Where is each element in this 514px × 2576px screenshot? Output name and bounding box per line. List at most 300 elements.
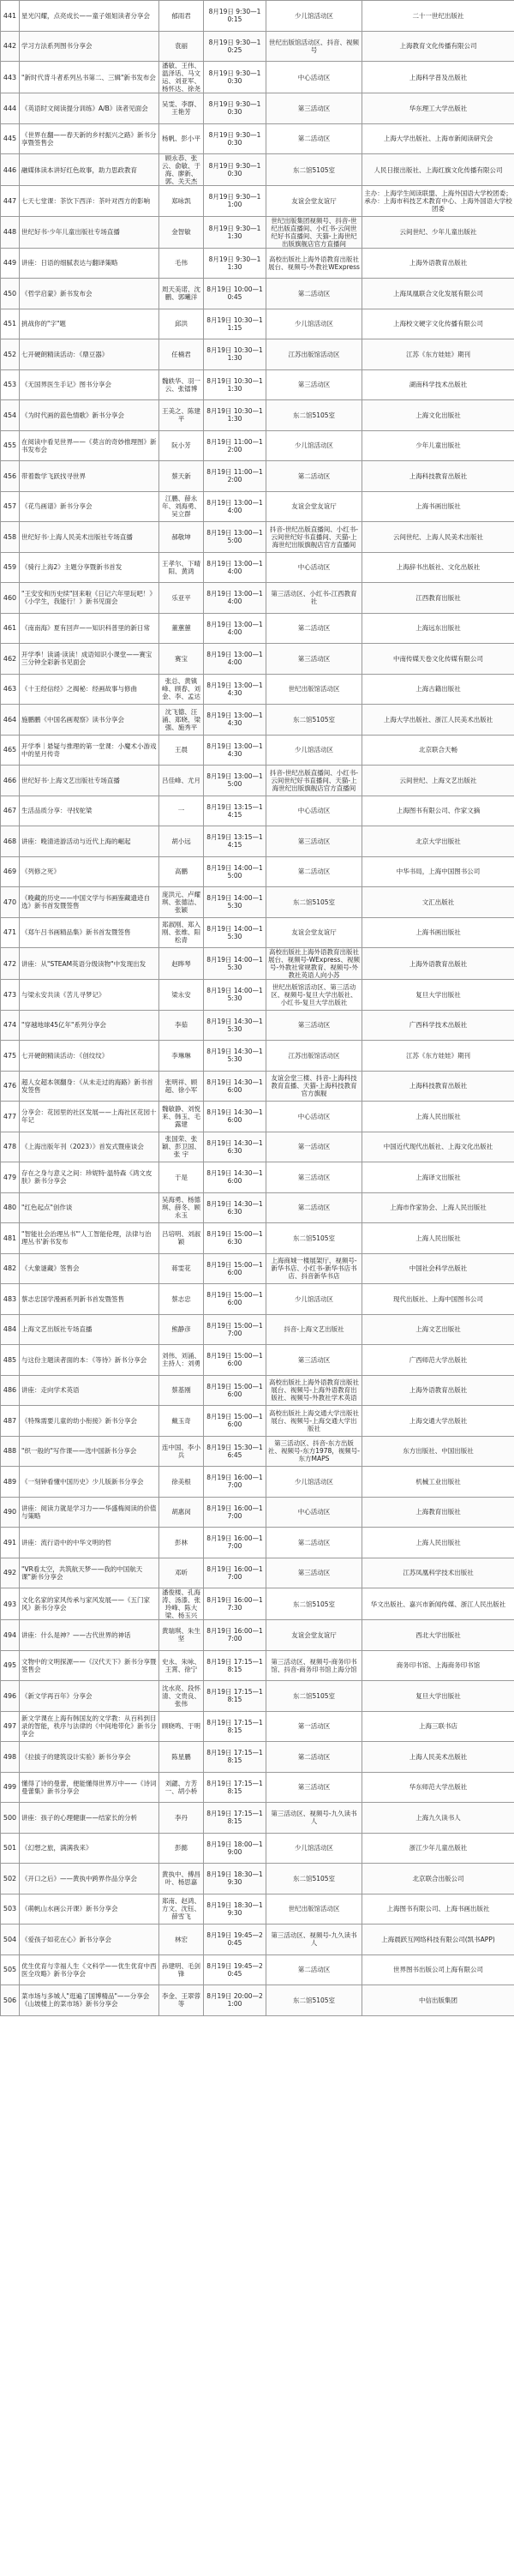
row-number: 453	[1, 369, 20, 400]
event-time: 8月19日 18:30—19:30	[204, 1864, 266, 1894]
table-row	[1, 31, 514, 62]
event-time: 8月19日 13:00—14:30	[204, 735, 266, 766]
event-venue: 东二馆5105室	[266, 1864, 362, 1894]
event-organizer: 上海外语教育出版社	[362, 1375, 514, 1406]
event-title: 《新文学再百年》分享会	[20, 1681, 159, 1712]
event-guests: 史永、朱咏、王霄、徐宁	[159, 1650, 204, 1681]
event-title: 分享会：花园里的社区发展——上海社区花园十年记	[20, 1102, 159, 1132]
event-organizer: 商务印书馆、上海商务印书馆	[362, 1650, 514, 1681]
table-row	[1, 1071, 514, 1102]
table-row	[1, 1223, 514, 1254]
event-title: "红色起点"创作谈	[20, 1192, 159, 1223]
event-venue: 第一活动区	[266, 1711, 362, 1742]
event-guests: 张国荣、张颖、彭卫国、张 宇	[159, 1132, 204, 1162]
row-number: 469	[1, 856, 20, 887]
event-organizer: 上海远东出版社	[362, 613, 514, 644]
event-time: 8月19日 13:00—14:00	[204, 613, 266, 644]
event-time: 8月19日 16:00—17:00	[204, 1558, 266, 1588]
event-guests: 潘俊楼、孔海涛、汤漆、张玲峰、陈大梁、杨玉兴	[159, 1588, 204, 1620]
event-guests: 陈星鹏	[159, 1742, 204, 1773]
table-row	[1, 796, 514, 826]
event-time: 8月19日 20:00—21:00	[204, 1985, 266, 2016]
event-time: 8月19日 16:00—17:00	[204, 1467, 266, 1498]
event-title: 《花鸟画谱》新书分享会	[20, 491, 159, 522]
table-row	[1, 1894, 514, 1924]
event-time: 8月19日 9:30—10:25	[204, 31, 266, 62]
event-title: 《英语时文阅读提分训练》A/B》读者见面会	[20, 93, 159, 124]
row-number: 484	[1, 1314, 20, 1345]
event-organizer: 浙江少年儿童出版社	[362, 1833, 514, 1864]
event-venue: 第三活动区、视频号-九久读书人	[266, 1924, 362, 1955]
event-organizer: 上海科技教育出版社	[362, 1071, 514, 1102]
table-row	[1, 1650, 514, 1681]
row-number: 500	[1, 1803, 20, 1834]
row-number: 497	[1, 1711, 20, 1742]
event-time: 8月19日 9:30—10:30	[204, 123, 266, 154]
table-row	[1, 1041, 514, 1072]
table-row	[1, 766, 514, 796]
table-row	[1, 1681, 514, 1712]
event-guests: 孙建明、毛剑锋	[159, 1955, 204, 1985]
event-title: 施鹏鹏《中国名画观察》读书分享会	[20, 705, 159, 736]
event-venue: 第三活动区	[266, 1772, 362, 1803]
event-guests: 吕佳峰、尤月	[159, 766, 204, 796]
table-row	[1, 123, 514, 154]
table-row	[1, 1497, 514, 1528]
row-number: 451	[1, 309, 20, 339]
event-time: 8月19日 16:00—17:00	[204, 1528, 266, 1558]
event-venue: 第三活动区	[266, 93, 362, 124]
table-row	[1, 430, 514, 461]
table-row	[1, 279, 514, 309]
event-organizer: 湖南科学技术出版社	[362, 369, 514, 400]
event-organizer: 北京联合天畅	[362, 735, 514, 766]
event-guests: 毛伟	[159, 248, 204, 279]
event-organizer: 西北大学出版社	[362, 1620, 514, 1651]
event-guests: 周天美诺、沈鹏、郭曦洋	[159, 279, 204, 309]
row-number: 446	[1, 154, 20, 186]
event-title: 《一刻钟看懂中国历史》少儿版新书分享会	[20, 1467, 159, 1498]
event-title: 在阅读中看见世界——《莫言的奇妙推理图》新书发布会	[20, 430, 159, 461]
row-number: 470	[1, 887, 20, 918]
event-title: 七开硬朗精读活动：《鼎豆器》	[20, 339, 159, 370]
table-row	[1, 1, 514, 32]
event-venue: 友谊会堂三楼、抖音-上海科技教育直播、天猫-上海科技教育官方旗舰	[266, 1071, 362, 1102]
event-venue: 第三活动区	[266, 1162, 362, 1193]
event-time: 8月19日 17:15—18:15	[204, 1681, 266, 1712]
row-number: 486	[1, 1375, 20, 1406]
event-venue: 高校出版社上海外语教育出版社展台、视频号-上海外语教育出版社、视频号-外教社学术英语	[266, 1375, 362, 1406]
row-number: 483	[1, 1284, 20, 1315]
table-row	[1, 186, 514, 217]
event-title: 《萌帆山水画公开课》新书分享会	[20, 1894, 159, 1924]
row-number: 477	[1, 1102, 20, 1132]
event-venue: 中心活动区	[266, 796, 362, 826]
row-number: 487	[1, 1406, 20, 1437]
event-venue: 高校出版社上海外语教育出版社展台、视频号-WExpress、视频号-外教社常规教育、视频号-外教社英语人向小苏	[266, 948, 362, 980]
event-title: 与这份主题读者面的本：《等待》新书分享会	[20, 1345, 159, 1376]
row-number: 475	[1, 1041, 20, 1072]
event-time: 8月19日 14:30—16:30	[204, 1132, 266, 1162]
row-number: 488	[1, 1436, 20, 1467]
event-title: 文化名家的家风传承与家风发展——《五门家风》新书分享会	[20, 1588, 159, 1620]
event-venue: 第三活动区	[266, 1010, 362, 1041]
event-guests: 任楠君	[159, 339, 204, 370]
row-number: 468	[1, 826, 20, 857]
event-time: 8月19日 13:00—14:00	[204, 583, 266, 614]
event-guests: 赛宝	[159, 644, 204, 675]
table-row	[1, 1467, 514, 1498]
row-number: 452	[1, 339, 20, 370]
row-number: 444	[1, 93, 20, 124]
row-number: 504	[1, 1924, 20, 1955]
row-number: 460	[1, 583, 20, 614]
event-guests: 林宏	[159, 1924, 204, 1955]
row-number: 471	[1, 917, 20, 948]
event-time: 8月19日 13:15—14:15	[204, 826, 266, 857]
table-row	[1, 1192, 514, 1223]
event-organizer: 华文出版社、嘉兴市新闻传媒、浙江人民出版社	[362, 1588, 514, 1620]
table-row	[1, 887, 514, 918]
table-row	[1, 1162, 514, 1193]
event-title: 世纪好书·上海文艺出版社专场直播	[20, 766, 159, 796]
table-row	[1, 339, 514, 370]
event-organizer: 上海古籍出版社	[362, 674, 514, 705]
row-number: 473	[1, 980, 20, 1011]
event-venue: 第二活动区	[266, 613, 362, 644]
row-number: 472	[1, 948, 20, 980]
event-venue: 第一活动区	[266, 1132, 362, 1162]
event-time: 8月19日 16:00—17:00	[204, 1620, 266, 1651]
event-title: 讲座：从"STEAM英语分级读物"中发现出发	[20, 948, 159, 980]
event-venue: 第三活动区	[266, 1558, 362, 1588]
table-row	[1, 1010, 514, 1041]
event-organizer: 上海人民出版社	[362, 1528, 514, 1558]
event-organizer: 云间世纪、少年儿童出版社	[362, 216, 514, 248]
event-organizer: 上海九久读书人	[362, 1803, 514, 1834]
row-number: 461	[1, 613, 20, 644]
event-title: 《十王经信经》之揭秘：经画故事与修曲	[20, 674, 159, 705]
event-venue: 上海商城一楼展架厅、视频号-新华书店、小红书-新华书店书店、抖音新华书店	[266, 1253, 362, 1284]
event-time: 8月19日 18:30—19:30	[204, 1894, 266, 1924]
row-number: 443	[1, 62, 20, 93]
event-time: 8月19日 14:00—15:30	[204, 917, 266, 948]
event-organizer: 上海大学出版社、上海市新阅读研究会	[362, 123, 514, 154]
event-title: "织一般的"写作课——选中国新书分享会	[20, 1436, 159, 1467]
event-time: 8月19日 14:00—15:30	[204, 948, 266, 980]
row-number: 478	[1, 1132, 20, 1162]
row-number: 450	[1, 279, 20, 309]
event-guests: 彭林	[159, 1528, 204, 1558]
row-number: 441	[1, 1, 20, 32]
event-organizer: 上海图书有限公司、作家文摘	[362, 796, 514, 826]
event-venue: 抖音-世纪出版直播间、小红书-云间世纪好书直播间、天猫-上海世纪出版旗舰店官方直播间	[266, 766, 362, 796]
event-title: 懂得了诗的曼蕾，便能懂得世界万中——《诗词曼蕾集》新书分享会	[20, 1772, 159, 1803]
event-organizer: 上海文化出版社	[362, 400, 514, 431]
row-number: 480	[1, 1192, 20, 1223]
row-number: 490	[1, 1497, 20, 1528]
event-title: 挑战你的"字"题	[20, 309, 159, 339]
table-row	[1, 216, 514, 248]
event-venue: 抖音-上海文艺出版社	[266, 1314, 362, 1345]
table-row	[1, 1864, 514, 1894]
event-organizer: 中国近代现代出版社、上海文化出版社	[362, 1132, 514, 1162]
event-guests: 沈水亮、段怀清、文贵良、张伟	[159, 1681, 204, 1712]
event-guests: 吴海勇、杨德琪、薛冬、顾永玉	[159, 1192, 204, 1223]
event-venue: 第三活动区	[266, 826, 362, 857]
event-organizer: 中国社会科学出版社	[362, 1253, 514, 1284]
event-venue: 第二活动区	[266, 1528, 362, 1558]
event-title: 菜市场与多城人"逛遍了国博精品"——分享会《山坡楼上的菜市场》新书分享会	[20, 1985, 159, 2016]
event-guests: 邱洪	[159, 309, 204, 339]
event-time: 8月19日 10:00—10:45	[204, 279, 266, 309]
event-guests: 庞洪元、卢耀琪、张德洁、张颖	[159, 887, 204, 918]
event-title: 开学季！读诵·读读！成语知识小课堂——赛宝三分钟全彩新书见面会	[20, 644, 159, 675]
event-time: 8月19日 9:30—10:30	[204, 62, 266, 93]
event-guests: 李金、王翠蓉等	[159, 1985, 204, 2016]
table-row	[1, 1955, 514, 1985]
table-row	[1, 583, 514, 614]
table-row	[1, 980, 514, 1011]
row-number: 454	[1, 400, 20, 431]
event-title: 开学季｜悬疑与推理的第一堂课：小魔术小游戏中的星月传奇	[20, 735, 159, 766]
event-guests: 杨帆、彭小平	[159, 123, 204, 154]
table-row	[1, 1102, 514, 1132]
event-organizer: 上海图书有限公司、上海书画出版社	[362, 1894, 514, 1924]
event-guests: 连中国、李小兵	[159, 1436, 204, 1467]
event-organizer: 上海人民出版社	[362, 1223, 514, 1254]
event-guests: 蔡志忠	[159, 1284, 204, 1315]
event-time: 8月19日 18:00—19:00	[204, 1833, 266, 1864]
table-row	[1, 461, 514, 492]
event-title: 《特殊需要儿童的幼小衔接》新书分享会	[20, 1406, 159, 1437]
event-guests: 吴雯、李群、王艳芳	[159, 93, 204, 124]
row-number: 499	[1, 1772, 20, 1803]
row-number: 455	[1, 430, 20, 461]
event-guests: 魏敏静、刘悦来、韩玉、毛露建	[159, 1102, 204, 1132]
event-time: 8月19日 10:30—11:15	[204, 309, 266, 339]
event-venue: 第三活动区	[266, 644, 362, 675]
event-time: 8月19日 14:30—16:30	[204, 1192, 266, 1223]
table-row	[1, 1588, 514, 1620]
table-row	[1, 826, 514, 857]
event-organizer: 中南传媒天卷文化传媒有限公司	[362, 644, 514, 675]
row-number: 463	[1, 674, 20, 705]
event-title: 讲座：孩子的心理健康——结家长的分析	[20, 1803, 159, 1834]
event-title: 文物中的文明探源——《汉代天下》新书分享暨签售会	[20, 1650, 159, 1681]
event-guests: 郑南、赵鸿、方文、沈钰、薛雪飞	[159, 1894, 204, 1924]
event-organizer: 上海教育文化传播有限公司	[362, 31, 514, 62]
row-number: 457	[1, 491, 20, 522]
event-organizer: 上海书画出版社	[362, 917, 514, 948]
event-organizer: 广西科学技术出版社	[362, 1010, 514, 1041]
event-guests: 高鹏	[159, 856, 204, 887]
event-venue: 东二馆5105室	[266, 705, 362, 736]
event-guests: 蔡基刚	[159, 1375, 204, 1406]
event-guests: 王美之、陈建平	[159, 400, 204, 431]
row-number: 458	[1, 522, 20, 553]
table-row	[1, 1528, 514, 1558]
row-number: 466	[1, 766, 20, 796]
event-time: 8月19日 15:00—16:00	[204, 1253, 266, 1284]
event-organizer: 上海大学出版社、浙江人民美术出版社	[362, 705, 514, 736]
event-venue: 第三活动区、抖音-东方出版社、视频号-东方1978，视频号-东方MAPS	[266, 1436, 362, 1467]
event-time: 8月19日 17:15—18:15	[204, 1803, 266, 1834]
table-row	[1, 735, 514, 766]
row-number: 493	[1, 1588, 20, 1620]
event-venue: 东二馆5105室	[266, 154, 362, 186]
event-title: 《上海出版年刊（2023）》首发式暨座谈会	[20, 1132, 159, 1162]
event-title: 超人女超本领翻身：《从未走过的海路》新书首发签售	[20, 1071, 159, 1102]
table-row	[1, 1803, 514, 1834]
event-guests: 郑咏凯	[159, 186, 204, 217]
event-venue: 中心活动区	[266, 1497, 362, 1528]
table-row	[1, 613, 514, 644]
event-organizer: 中信出版集团	[362, 1985, 514, 2016]
event-venue: 第二活动区	[266, 856, 362, 887]
table-row	[1, 1924, 514, 1955]
event-guests: 李丹	[159, 1803, 204, 1834]
row-number: 442	[1, 31, 20, 62]
table-row	[1, 1406, 514, 1437]
row-number: 491	[1, 1528, 20, 1558]
table-row	[1, 522, 514, 553]
row-number: 482	[1, 1253, 20, 1284]
event-organizer: 华东理工大学出版社	[362, 93, 514, 124]
table-row	[1, 1711, 514, 1742]
event-title: "穿越地球45亿年"系列分享会	[20, 1010, 159, 1041]
event-venue: 江苏出版馆活动区	[266, 1041, 362, 1072]
event-organizer: 复旦大学出版社	[362, 980, 514, 1011]
event-venue: 友谊会堂友谊厅	[266, 491, 362, 522]
event-time: 8月19日 17:15—18:15	[204, 1772, 266, 1803]
event-title: 《南南海》夏有回声——知识科普里的新日常	[20, 613, 159, 644]
event-time: 8月19日 14:00—15:00	[204, 856, 266, 887]
event-guests: 金智敏	[159, 216, 204, 248]
event-organizer: 人民日报出版社、上海红旗文化传播有限公司	[362, 154, 514, 186]
table-row	[1, 1436, 514, 1467]
event-organizer: 上海人民美术出版社	[362, 1742, 514, 1773]
table-row	[1, 917, 514, 948]
event-time: 8月19日 9:30—11:30	[204, 248, 266, 279]
row-number: 489	[1, 1467, 20, 1498]
table-row	[1, 644, 514, 675]
event-guests: 一	[159, 796, 204, 826]
row-number: 476	[1, 1071, 20, 1102]
event-title: 讲座：日语的细腻表达与翻译策略	[20, 248, 159, 279]
event-title: 优生优育与幸福人生《文科学——优生优育中西医全攻略》新书分享会	[20, 1955, 159, 1985]
event-title: 七天七堂课：茶饮下西洋：茶叶对西方的影响	[20, 186, 159, 217]
event-venue: 高校出版社上海交通大学出版社展台、视频号-上海交通大学出版社	[266, 1406, 362, 1437]
row-number: 492	[1, 1558, 20, 1588]
event-venue: 第三活动区、视频号-商务印书馆、抖音-商务印书馆上海分馆	[266, 1650, 362, 1681]
table-row	[1, 856, 514, 887]
event-guests: 蔡天新	[159, 461, 204, 492]
event-title: 生活品质分享：寻找驼梁	[20, 796, 159, 826]
table-body	[1, 1, 514, 2016]
event-venue: 中心活动区	[266, 1102, 362, 1132]
row-number: 498	[1, 1742, 20, 1773]
event-venue: 东二馆5105室	[266, 1681, 362, 1712]
event-guests: 黄执中、傅昌叶、杨思嘉	[159, 1864, 204, 1894]
event-time: 8月19日 16:00—17:00	[204, 1497, 266, 1528]
event-organizer: 上海市作家协会、上海人民出版社	[362, 1192, 514, 1223]
event-time: 8月19日 10:30—11:30	[204, 400, 266, 431]
event-venue: 第二活动区	[266, 1742, 362, 1773]
event-title: 讲座：什么是神？——古代世界的神话	[20, 1620, 159, 1651]
event-guests: 熊静彦	[159, 1314, 204, 1345]
event-time: 8月19日 15:00—16:00	[204, 1406, 266, 1437]
event-title: 《大象谜藏》签售会	[20, 1253, 159, 1284]
event-organizer: 上海书画出版社	[362, 491, 514, 522]
row-number: 481	[1, 1223, 20, 1254]
event-organizer: 上海教育出版社	[362, 1497, 514, 1528]
event-venue: 世纪出版馆活动区、第三活动区、视频号-复旦大学出版社、小红书-复旦大学出版社	[266, 980, 362, 1011]
event-venue: 世纪出版集团视频号、抖音-世纪出版直播间、小红书-云间世纪好书直播间、天猫-上海世纪出版旗舰店官方直播间	[266, 216, 362, 248]
event-title: 《开口之后》——黄执中跨界作品分享会	[20, 1864, 159, 1894]
event-time: 8月19日 10:30—11:30	[204, 339, 266, 370]
row-number: 494	[1, 1620, 20, 1651]
event-venue: 东二馆5105室	[266, 887, 362, 918]
event-venue: 第二活动区	[266, 1192, 362, 1223]
event-organizer: 复旦大学出版社	[362, 1681, 514, 1712]
event-guests: 张明祥、顾超、徐小军	[159, 1071, 204, 1102]
row-number: 465	[1, 735, 20, 766]
event-guests: 邓昕	[159, 1558, 204, 1588]
row-number: 448	[1, 216, 20, 248]
row-number: 467	[1, 796, 20, 826]
event-time: 8月19日 14:00—15:30	[204, 980, 266, 1011]
event-organizer: 二十一世纪出版社	[362, 1, 514, 32]
row-number: 506	[1, 1985, 20, 2016]
row-number: 501	[1, 1833, 20, 1864]
row-number: 496	[1, 1681, 20, 1712]
event-organizer: 中华书局，上海中国图书公司	[362, 856, 514, 887]
event-organizer: 文汇出版社	[362, 887, 514, 918]
row-number: 447	[1, 186, 20, 217]
event-title: 存在之身与意义之间：珍妮特·温特森《鸿文皮肤》新书分享会	[20, 1162, 159, 1193]
event-organizer: 上海辞书出版社、文化出版社	[362, 552, 514, 583]
event-venue: 世纪出版馆活动区	[266, 674, 362, 705]
event-title: 新文学课在上海有韩国友的文学教：从百科到目录的智能，秩序与法律的《中间地带化》新书分享会	[20, 1711, 159, 1742]
event-guests: 戴玉奇	[159, 1406, 204, 1437]
event-organizer: 上海文艺出版社	[362, 1314, 514, 1345]
event-organizer: 上海晨跃互网络科技有限公司(凯书APP)	[362, 1924, 514, 1955]
row-number: 445	[1, 123, 20, 154]
event-venue: 东二馆5105室	[266, 1985, 362, 2016]
event-venue: 少儿馆活动区	[266, 1284, 362, 1315]
event-time: 8月19日 14:30—15:30	[204, 1041, 266, 1072]
event-guests: 董蕙蕙	[159, 613, 204, 644]
event-guests: 王孝尔、下晴阳、黄鸿	[159, 552, 204, 583]
event-guests: 徐美根	[159, 1467, 204, 1498]
event-title: 讲座：流行语中的中华文明的哲	[20, 1528, 159, 1558]
event-organizer: 华东师范大学出版社	[362, 1772, 514, 1803]
event-time: 8月19日 15:00—16:30	[204, 1223, 266, 1254]
event-organizer: 少年儿童出版社	[362, 430, 514, 461]
event-guests: 彭懿	[159, 1833, 204, 1864]
event-title: 与梁永安共读《苦儿寻梦记》	[20, 980, 159, 1011]
table-row	[1, 62, 514, 93]
row-number: 502	[1, 1864, 20, 1894]
event-organizer: 北京大学出版社	[362, 826, 514, 857]
table-row	[1, 369, 514, 400]
row-number: 462	[1, 644, 20, 675]
event-time: 8月19日 11:00—12:00	[204, 461, 266, 492]
event-guests: 郁雨君	[159, 1, 204, 32]
event-time: 8月19日 13:00—14:30	[204, 705, 266, 736]
table-row	[1, 1985, 514, 2016]
